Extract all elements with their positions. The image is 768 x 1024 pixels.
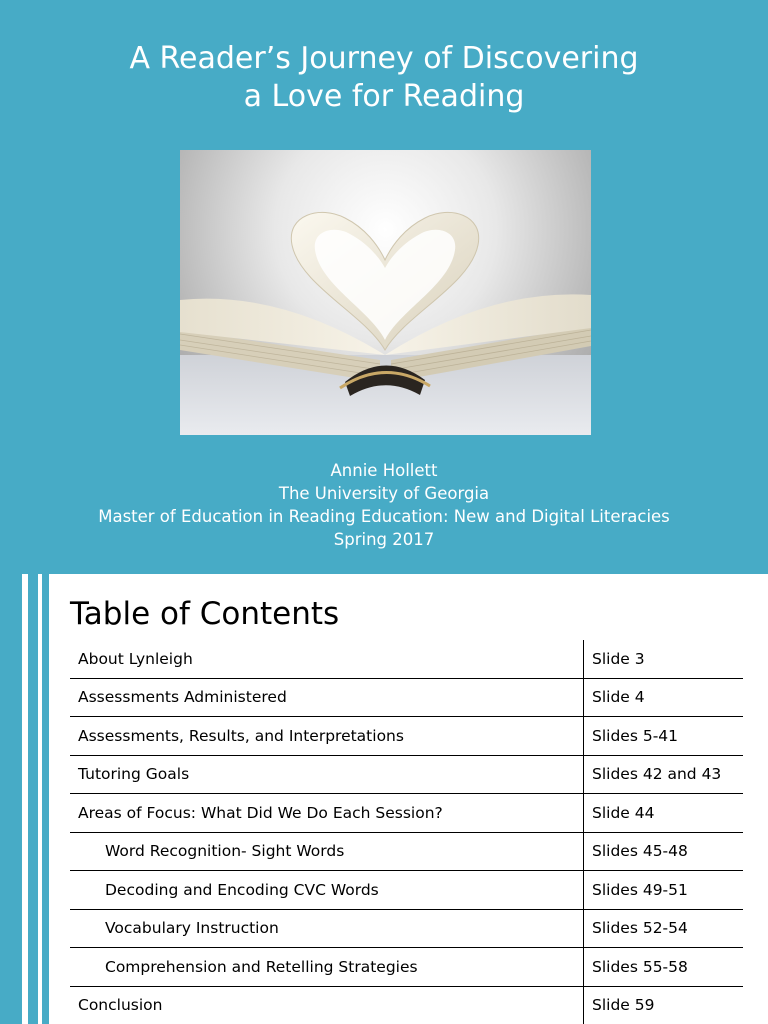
book-heart-illustration: [180, 150, 591, 435]
toc-slide-range: Slide 59: [584, 986, 744, 1024]
toc-row: [70, 948, 743, 987]
toc-row: [70, 640, 743, 678]
toc-row: [70, 832, 743, 871]
toc-topic: Vocabulary Instruction: [70, 909, 584, 948]
slide-title: [0, 40, 768, 116]
toc-topic: Comprehension and Retelling Strategies: [70, 948, 584, 987]
decorative-rail-1: [0, 574, 22, 1024]
toc-slide: [0, 574, 768, 1024]
toc-topic: Assessments Administered: [70, 678, 584, 717]
toc-slide-range: Slides 5-41: [584, 717, 744, 756]
toc-row: [70, 717, 743, 756]
open-book-heart-pages-image: [180, 150, 591, 435]
toc-slide-range: Slides 49-51: [584, 871, 744, 910]
toc-topic: Areas of Focus: What Did We Do Each Session?: [70, 794, 584, 833]
toc-slide-range: Slide 3: [584, 640, 744, 678]
toc-table: [70, 640, 743, 1024]
toc-row: [70, 755, 743, 794]
decorative-rail-2: [28, 574, 38, 1024]
toc-topic: Conclusion: [78, 996, 163, 1015]
toc-topic: Tutoring Goals: [70, 755, 584, 794]
toc-topic: Word Recognition- Sight Words: [70, 832, 584, 871]
university-name: The University of Georgia: [278, 484, 490, 503]
toc-row: [70, 871, 743, 910]
toc-slide-range: Slides 42 and 43: [584, 755, 744, 794]
toc-slide-range: Slides 52-54: [584, 909, 744, 948]
toc-slide-range: Slides 55-58: [584, 948, 744, 987]
toc-topic: Assessments, Results, and Interpretations: [70, 717, 584, 756]
toc-row: [70, 909, 743, 948]
program-name: Master of Education in Reading Education: New and Digital Literacies: [98, 507, 670, 526]
toc-slide-range: Slide 4: [584, 678, 744, 717]
toc-title: Table of Contents: [70, 596, 340, 632]
slide-title-line-2: a Love for Reading: [243, 79, 525, 114]
toc-slide-range: Slides 45-48: [584, 832, 744, 871]
toc-topic: Decoding and Encoding CVC Words: [70, 871, 584, 910]
toc-row: [70, 986, 743, 1024]
slide-title-line-1: A Reader’s Journey of Discovering: [129, 41, 639, 76]
decorative-rail-3: [42, 574, 49, 1024]
toc-slide-range: Slide 44: [584, 794, 744, 833]
toc-row: [70, 678, 743, 717]
toc-row: [70, 794, 743, 833]
slide-subtitle: [0, 459, 768, 551]
toc-topic: About Lynleigh: [70, 640, 584, 678]
author-name: Annie Hollett: [330, 461, 438, 480]
term: Spring 2017: [333, 530, 435, 549]
